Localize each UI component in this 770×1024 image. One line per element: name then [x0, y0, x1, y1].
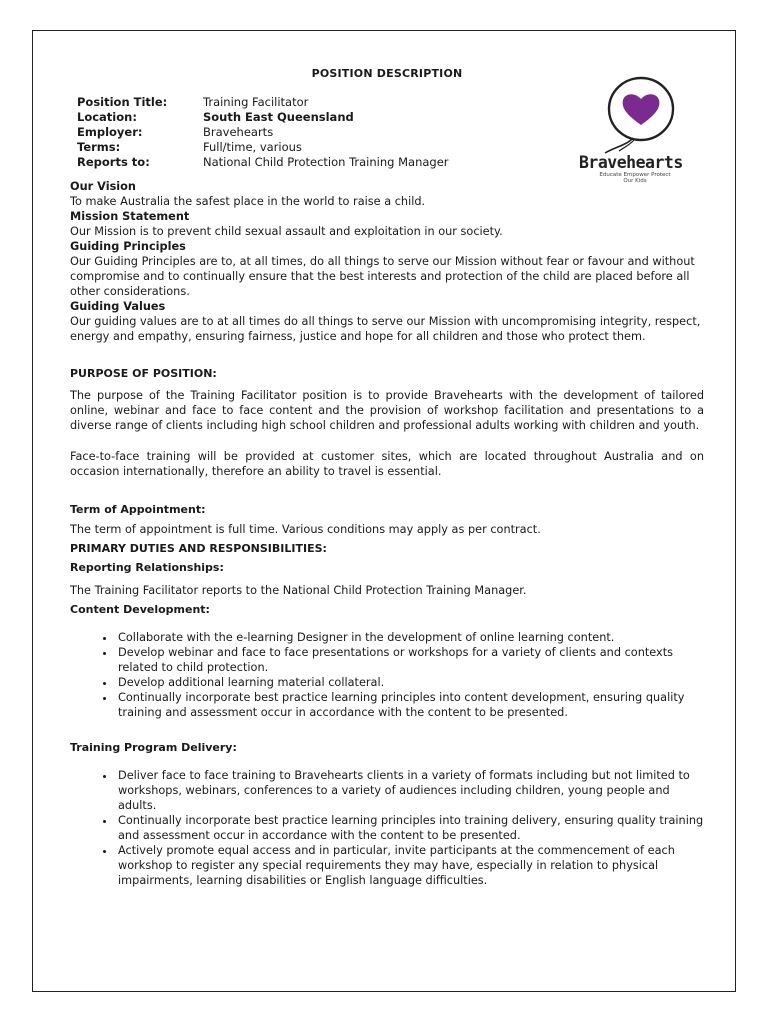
list-item: • Develop additional learning material collateral. — [116, 675, 704, 690]
info-row-reports-to — [77, 155, 449, 170]
document-page — [32, 30, 736, 992]
purpose-heading: PURPOSE OF POSITION: — [70, 367, 217, 380]
content-development-list — [70, 630, 704, 720]
term-text: The term of appointment is full time. Various conditions may apply as per contract. — [70, 523, 541, 536]
list-item: • Actively promote equal access and in particular, invite participants at the commencement of each workshop to register any special requirements they may have, especially in relation to physical impairments, learning disabilities or English language difficulties. — [116, 843, 704, 888]
vision-text: To make Australia the safest place in the world to raise a child. — [70, 195, 426, 208]
list-item: • Develop webinar and face to face presentations or workshops for a variety of clients and contexts related to child protection. — [116, 645, 704, 675]
principles-heading: Guiding Principles — [70, 240, 186, 253]
list-item: • Deliver face to face training to Bravehearts clients in a variety of formats including but not limited to workshops, webinars, conferences to a variety of audiences including children, young people and adults. — [116, 768, 704, 813]
duties-heading: PRIMARY DUTIES AND RESPONSIBILITIES: — [70, 542, 327, 555]
purpose-paragraph-2: Face-to-face training will be provided at customer sites, which are located throughout Australia and on occasion internationally, therefore an ability to travel is essential. — [70, 450, 704, 478]
content-development-heading: Content Development: — [70, 603, 210, 616]
info-label: Terms: — [77, 140, 121, 154]
info-value: Training Facilitator — [203, 95, 309, 109]
values-text: Our guiding values are to at all times do all things to serve our Mission with uncompromising integrity, respect, energy and empathy, ensuring fairness, justice and hope for all children and those who protect them. — [70, 315, 701, 343]
list-item: • Collaborate with the e-learning Designer in the development of online learning content. — [116, 630, 704, 645]
reporting-heading: Reporting Relationships: — [70, 561, 224, 574]
vision-section — [70, 179, 704, 344]
info-value: Bravehearts — [203, 125, 274, 139]
info-label: Employer: — [77, 125, 143, 139]
info-row-employer — [77, 125, 449, 140]
list-item: • Continually incorporate best practice learning principles into training delivery, ensuring quality training and assessment occur in accordance with the content to be presented. — [116, 813, 704, 843]
info-value: Full/time, various — [203, 140, 302, 154]
reporting-text: The Training Facilitator reports to the National Child Protection Training Manager. — [70, 584, 527, 597]
info-row-location — [77, 110, 449, 125]
term-heading: Term of Appointment: — [70, 503, 206, 516]
purpose-paragraph-1: The purpose of the Training Facilitator position is to provide Bravehearts with the development of tailored online, webinar and face to face content and the provision of workshop facilitation and presentations to a diverse range of clients including high school children and professional adults working with children and youth. — [70, 389, 704, 432]
mission-heading: Mission Statement — [70, 210, 190, 223]
info-value: National Child Protection Training Manager — [203, 155, 449, 169]
logo-wordmark: Bravehearts — [579, 153, 683, 172]
training-delivery-list — [70, 768, 704, 888]
mission-text: Our Mission is to prevent child sexual assault and exploitation in our society. — [70, 225, 503, 238]
values-heading: Guiding Values — [70, 300, 166, 313]
logo-tagline-line-1: Educate Empower Protect — [599, 172, 671, 178]
info-value: South East Queensland — [203, 110, 354, 124]
document-content — [70, 67, 704, 888]
info-row-terms — [77, 140, 449, 155]
logo-tagline-line-2: Our Kids — [623, 178, 647, 184]
info-label: Reports to: — [77, 155, 150, 169]
vision-heading: Our Vision — [70, 180, 136, 193]
document-title: POSITION DESCRIPTION — [311, 67, 463, 80]
position-info-table — [77, 95, 449, 170]
info-label: Position Title: — [77, 95, 168, 109]
training-delivery-heading: Training Program Delivery: — [70, 741, 237, 754]
info-row-title — [77, 95, 449, 110]
principles-text: Our Guiding Principles are to, at all times, do all things to serve our Mission without fear or favour and without compromise and to continually ensure that the best interests and protection of the child are placed before all other considerations. — [70, 255, 695, 298]
info-label: Location: — [77, 110, 137, 124]
list-item: • Continually incorporate best practice learning principles into content development, ensuring quality training and assessment occur in accordance with the content to be presented. — [116, 690, 704, 720]
